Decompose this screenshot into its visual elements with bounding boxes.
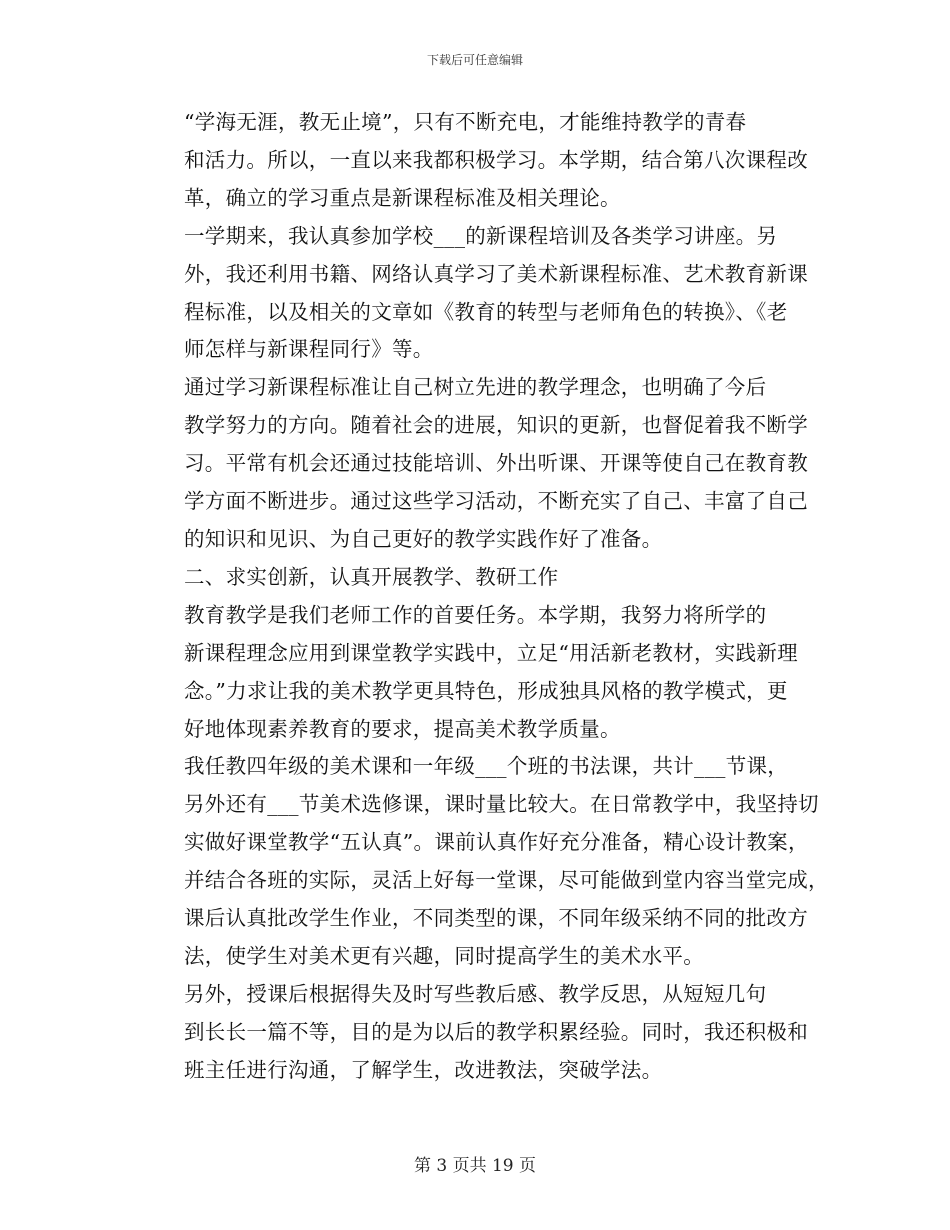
text-line: 教育教学是我们老师工作的首要任务。本学期，我努力将所学的: [184, 602, 767, 627]
text-line: 新课程理念应用到课堂教学实践中，立足“用活新老教材，实践新理: [184, 640, 798, 665]
text-line: 班主任进行沟通，了解学生，改进教法，突破学法。: [184, 1057, 663, 1082]
text-line: 习。平常有机会还通过技能培训、外出听课、开课等使自己在教育教: [184, 451, 808, 476]
text-line: 师怎样与新课程同行》等。: [184, 337, 434, 362]
text-line: “学海无涯，教无止境”，只有不断充电，才能维持教学的青春: [184, 110, 747, 134]
text-line: 法，使学生对美术更有兴趣，同时提高学生的美术水平。: [184, 943, 704, 968]
text-line: 实做好课堂教学“五认真”。课前认真作好充分准备，精心设计教案，: [184, 830, 809, 855]
text-line: 一学期来，我认真参加学校___的新课程培训及各类学习讲座。另: [184, 223, 778, 248]
text-line: 我任教四年级的美术课和一年级___个班的书法课，共计___节课，: [184, 754, 789, 779]
text-line: 课后认真批改学生作业，不同类型的课，不同年级采纳不同的批改方: [184, 906, 808, 931]
section-heading: [143, 559, 808, 597]
text-line: 念。”力求让我的美术教学更具特色，形成独具风格的教学模式，更: [184, 678, 788, 703]
text-line: 二、求实创新，认真开展教学、教研工作: [184, 564, 559, 589]
text-line: 学方面不断进步。通过这些学习活动，不断充实了自己、丰富了自己: [184, 489, 808, 514]
document-body: [143, 104, 829, 1090]
paragraph: [143, 369, 808, 559]
paragraph: [143, 748, 829, 975]
text-line: 教学努力的方向。随着社会的进展，知识的更新，也督促着我不断学: [184, 413, 808, 438]
page-header: 下载后可任意编辑: [426, 53, 523, 67]
text-line: 好地体现素养教育的要求，提高美术教学质量。: [184, 716, 621, 741]
text-line: 通过学习新课程标准让自己树立先进的教学理念，也明确了今后: [184, 375, 767, 400]
text-line: 外，我还利用书籍、网络认真学习了美术新课程标准、艺术教育新课: [184, 261, 808, 286]
paragraph: [143, 597, 808, 749]
text-line: 到长长一篇不等，目的是为以后的教学积累经验。同时，我还积极和: [184, 1019, 808, 1044]
paragraph: [143, 218, 808, 370]
text-line: 另外，授课后根据得失及时写些教后感、教学反思，从短短几句: [184, 981, 767, 1006]
page-number: 第 3 页共 19 页: [413, 1156, 537, 1176]
paragraph: [143, 976, 808, 1090]
text-line: 并结合各班的实际，灵活上好每一堂课，尽可能做到堂内容当堂完成，: [184, 868, 829, 893]
text-line: 另外还有___节美术选修课，课时量比较大。在日常教学中，我坚持切: [184, 792, 819, 817]
text-line: 和活力。所以，一直以来我都积极学习。本学期，结合第八次课程改: [184, 147, 808, 172]
text-line: 程标准，以及相关的文章如《教育的转型与老师角色的转换》、《老: [184, 299, 788, 324]
text-line: 的知识和见识、为自己更好的教学实践作好了准备。: [184, 526, 663, 551]
paragraph: [143, 104, 808, 218]
text-line: 革，确立的学习重点是新课程标准及相关理论。: [184, 185, 621, 210]
